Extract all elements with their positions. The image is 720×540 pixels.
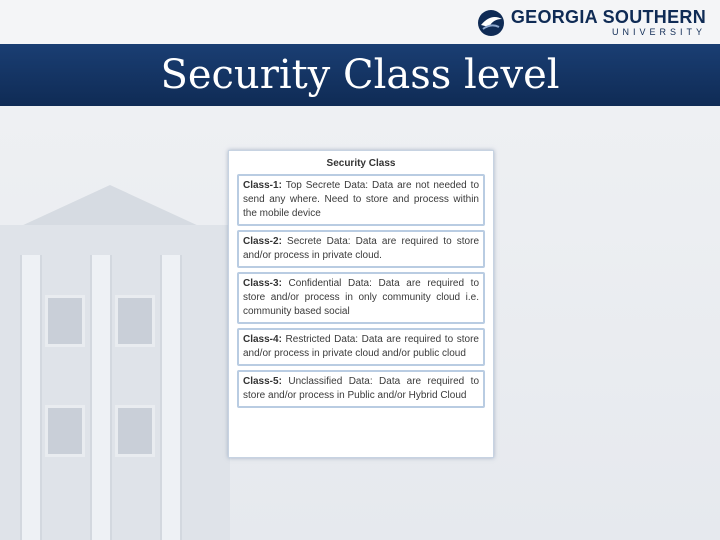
class-label: Class-1: [243, 180, 282, 191]
class-label: Class-4: [243, 334, 282, 345]
logo-name: GEORGIA SOUTHERN [510, 7, 706, 27]
class-label: Class-3: [243, 278, 282, 289]
slide-title: Security Class level [160, 52, 560, 98]
eagle-logo-icon [477, 9, 505, 37]
class-description: Restricted Data: Data are required to store and/or process in private cloud and/or public cloud [243, 334, 479, 359]
class-description: Unclassified Data: Data are required to store and/or process in Public and/or Hybrid Cloud [243, 376, 480, 401]
class-description: Secrete Data: Data are required to store and/or process in private cloud. [243, 236, 480, 261]
class-label: Class-2: [243, 236, 282, 247]
figure-title: Security Class [326, 158, 396, 169]
class-description: Top Secrete Data: Data are not needed to send any where. Need to store and process within the mobile device [243, 180, 479, 219]
class-1-box [237, 174, 485, 226]
class-3-box [237, 272, 485, 324]
class-label: Class-5: [243, 376, 282, 387]
class-2-box [237, 230, 485, 268]
class-5-box [237, 370, 485, 408]
university-logo [477, 8, 706, 37]
security-class-figure [228, 150, 494, 458]
class-4-box [237, 328, 485, 366]
logo-subtitle: UNIVERSITY [611, 27, 706, 37]
class-description: Confidential Data: Data are required to store and/or process in only community cloud i.e. community based social [243, 278, 480, 317]
